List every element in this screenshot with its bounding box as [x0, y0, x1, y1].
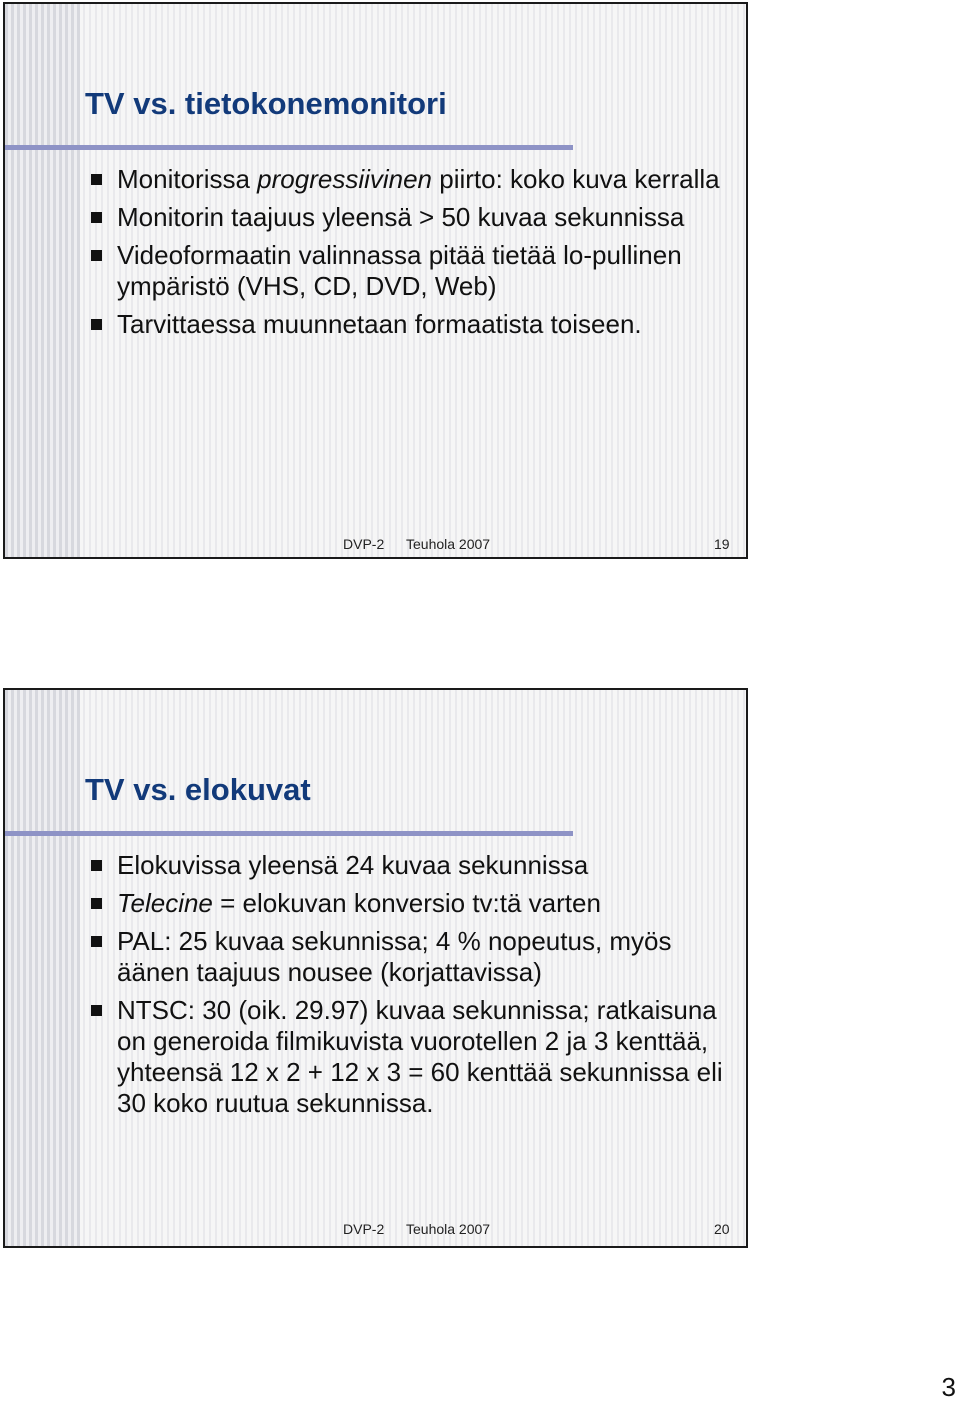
square-bullet-icon — [91, 1005, 102, 1016]
square-bullet-icon — [91, 212, 102, 223]
footer-course: DVP-2 — [343, 1221, 385, 1237]
bullet-item: Tarvittaessa muunnetaan formaatista toiseen. — [91, 309, 731, 340]
bullet-item: Telecine = elokuvan konversio tv:tä varten — [91, 888, 731, 919]
square-bullet-icon — [91, 860, 102, 871]
bullet-item: Elokuvissa yleensä 24 kuvaa sekunnissa — [91, 850, 731, 881]
square-bullet-icon — [91, 898, 102, 909]
slide-decoration-stripe — [5, 690, 80, 1246]
slide-20 — [3, 688, 748, 1248]
slide-number: 19 — [714, 536, 730, 552]
title-underline — [5, 831, 573, 836]
bullet-item: NTSC: 30 (oik. 29.97) kuvaa sekunnissa; ratkaisuna on generoida filmikuvista vuorotellen 2 ja 3 kenttää, yhteensä 12 x 2 + 12 x 3 = 60 kenttää sekunnissa eli 30 koko ruutua sekunnissa. — [91, 995, 731, 1119]
slide-number: 20 — [714, 1221, 730, 1237]
bullet-item: Monitorissa progressiivinen piirto: koko kuva kerralla — [91, 164, 731, 195]
bullet-item: PAL: 25 kuvaa sekunnissa; 4 % nopeutus, myös äänen taajuus nousee (korjattavissa) — [91, 926, 731, 988]
slide-decoration-stripe — [5, 4, 80, 557]
slide-19 — [3, 2, 748, 559]
square-bullet-icon — [91, 174, 102, 185]
page-number: 3 — [941, 1372, 956, 1402]
footer-author: Teuhola 2007 — [406, 536, 491, 552]
bullet-list — [91, 850, 731, 1126]
bullet-item: Monitorin taajuus yleensä > 50 kuvaa sekunnissa — [91, 202, 731, 233]
square-bullet-icon — [91, 250, 102, 261]
square-bullet-icon — [91, 936, 102, 947]
slide-footer — [343, 1221, 730, 1237]
title-underline — [5, 145, 573, 150]
slide-footer — [343, 536, 730, 552]
bullet-item: Videoformaatin valinnassa pitää tietää lo-pullinen ympäristö (VHS, CD, DVD, Web) — [91, 240, 731, 302]
square-bullet-icon — [91, 319, 102, 330]
slide-title: TV vs. elokuvat — [85, 772, 311, 807]
footer-course: DVP-2 — [343, 536, 385, 552]
bullet-list — [91, 164, 731, 347]
slide-title: TV vs. tietokonemonitori — [85, 86, 447, 121]
footer-author: Teuhola 2007 — [406, 1221, 491, 1237]
